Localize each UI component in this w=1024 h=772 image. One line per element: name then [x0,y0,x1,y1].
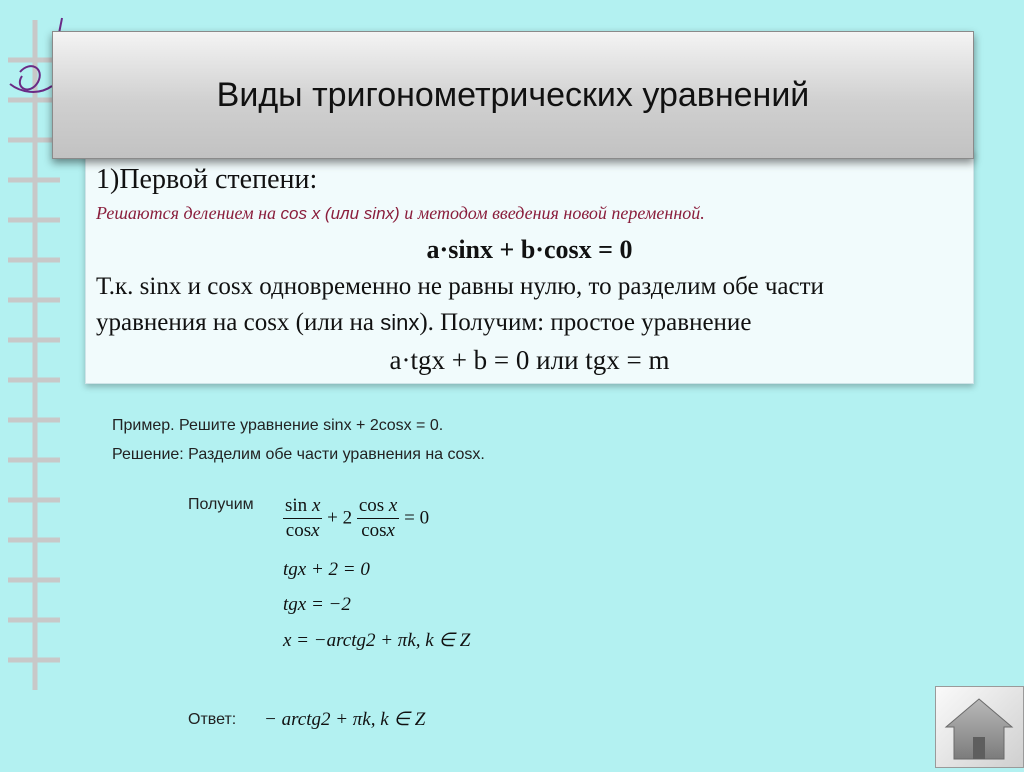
fraction-sin-cos: $\frac{\text{sin x}}{\cos x}$ [285,495,321,541]
general-formula: a·sinx + b·cosx = 0 [426,235,633,264]
equation-divided [283,494,429,543]
equals-zero: = 0 [404,507,430,529]
explanation-line-2 [96,309,751,337]
slide-title: Виды тригонометрических уравнений [216,75,810,114]
answer-formula: − arctg2 + πk, k ∈ Z [264,709,426,730]
home-button[interactable] [935,686,1024,768]
note-part-1: Решаются делением на [96,203,277,223]
section-heading: 1)Первой степени: [96,164,318,195]
answer-label: Ответ: [188,711,237,728]
line2-part-b: ). Получим: простое уравнение [419,309,752,336]
note-part-3: и методом введения новой переменной [404,203,701,223]
equation-tg-value: tgx = −2 [283,594,351,615]
note-part-2: cos x (или sinx) [280,204,400,223]
title-box [52,31,974,159]
example-task: Пример. Решите уравнение sinx + 2cosx = 0. [112,417,444,434]
simple-equation: a·tgx + b = 0 или tgx = m [389,345,670,375]
home-icon [936,687,1023,767]
got-label: Получим [188,496,254,513]
plus-two: + 2 [327,507,353,529]
solution-text: Разделим обе части уравнения на cosx. [188,446,485,463]
equation-tg-plus: tgx + 2 = 0 [283,559,370,580]
line2-part-sans: sinx [380,310,420,335]
explanation-line-1: Т.к. sinx и cosx одновременно не равны нулю, то разделим обе части [96,273,824,300]
content-panel [85,150,974,384]
fraction-cos-cos: $\frac{\text{cos x}}{\cos x}$ [358,495,398,541]
equation-general-solution: x = −arctg2 + πk, k ∈ Z [283,630,471,651]
line2-part-a: уравнения на cosx (или на [96,309,374,336]
solution-line [112,446,485,464]
solution-label: Решение: [112,446,184,463]
note-dot: . [700,203,705,223]
method-note [96,203,705,224]
